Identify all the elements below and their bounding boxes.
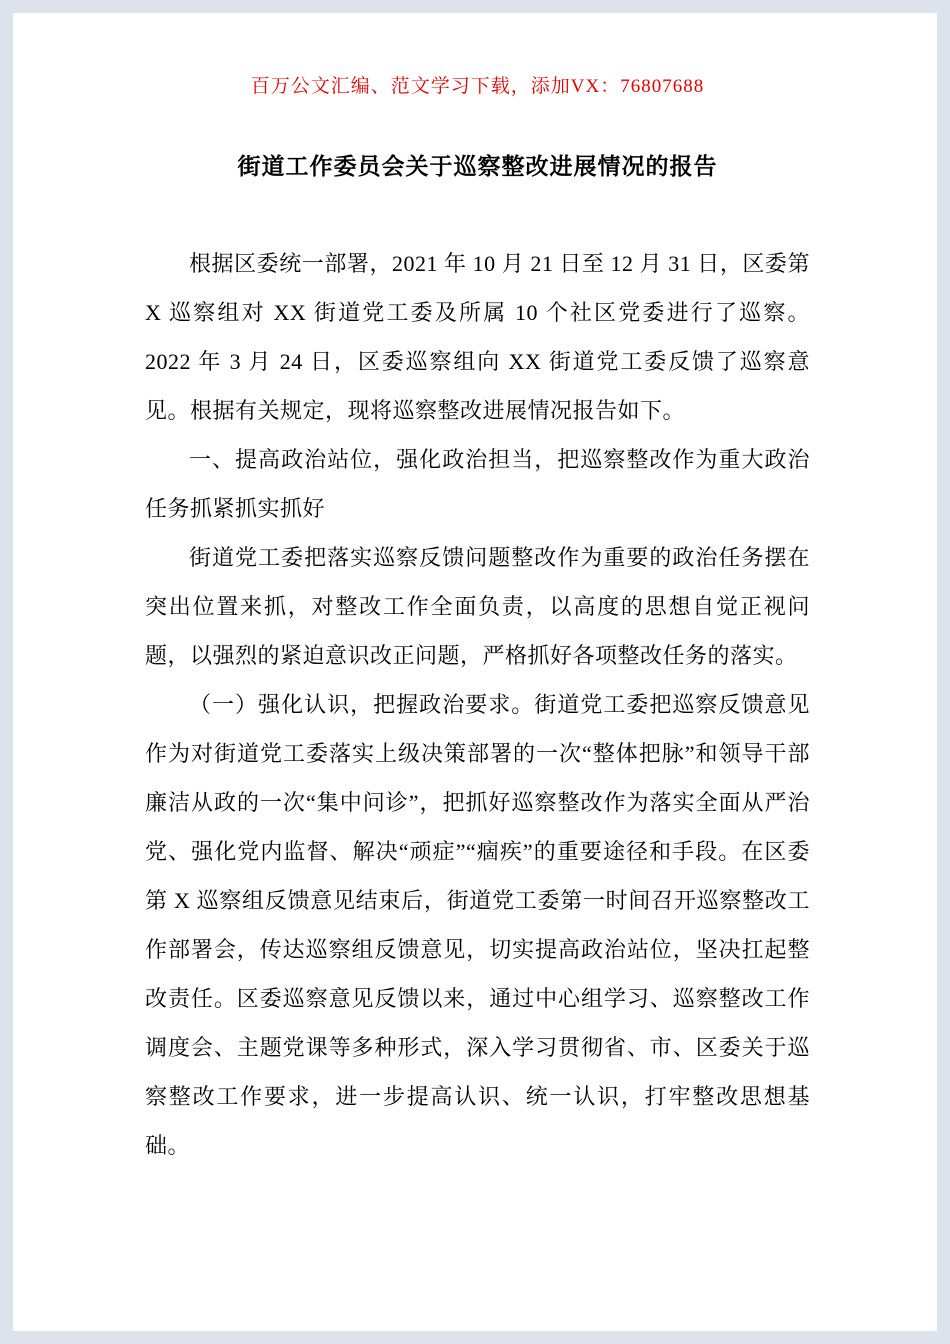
document-title: 街道工作委员会关于巡察整改进展情况的报告: [237, 154, 718, 179]
watermark-notice: 百万公文汇编、范文学习下载，添加VX：76807688: [250, 76, 705, 97]
paragraph: （一）强化认识，把握政治要求。街道党工委把巡察反馈意见作为对街道党工委落实上级决策部署的一次“整体把脉”和领导干部廉洁从政的一次“集中问诊”，把抓好巡察整改作为落实全面从严治党、强化党内监督、解决“顽症”“痼疾”的重要途径和手段。在区委第 X 巡察组反馈意见结束后，街道党工委第一时间召开巡察整改工作部署会，传达巡察组反馈意见，切实提高政治站位，坚决扛起整改责任。区委巡察意见反馈以来，通过中心组学习、巡察整改工作调度会、主题党课等多种形式，深入学习贯彻省、市、区委关于巡察整改工作要求，进一步提高认识、统一认识，打牢整改思想基础。: [145, 692, 810, 1158]
paragraph: 街道党工委把落实巡察反馈问题整改作为重要的政治任务摆在突出位置来抓，对整改工作全面负责，以高度的思想自觉正视问题，以强烈的紧迫意识改正问题，严格抓好各项整改任务的落实。: [145, 545, 810, 668]
section-heading: 一、提高政治站位，强化政治担当，把巡察整改作为重大政治任务抓紧抓实抓好: [145, 447, 810, 521]
document-page: [13, 13, 937, 1331]
paragraph: 根据区委统一部署，2021 年 10 月 21 日至 12 月 31 日，区委第 X 巡察组对 XX 街道党工委及所属 10 个社区党委进行了巡察。2022 年 3 月 24 日，区委巡察组向 XX 街道党工委反馈了巡察意见。根据有关规定，现将巡察整改进展情况报告如下。: [145, 251, 810, 423]
document-body: [145, 239, 810, 1170]
